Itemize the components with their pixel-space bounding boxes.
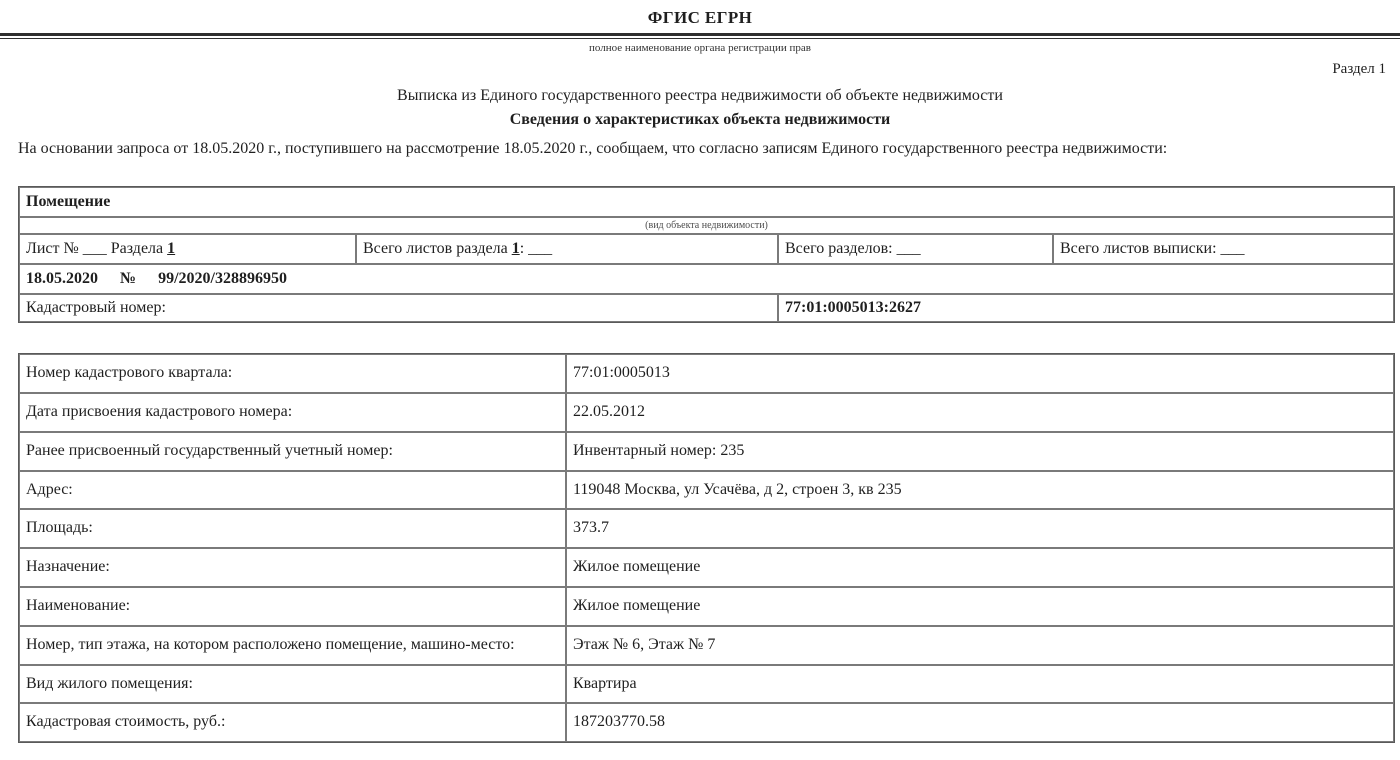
table-row — [19, 626, 1394, 665]
row-label: Вид жилого помещения: — [19, 665, 566, 704]
table-row — [19, 264, 1394, 294]
total-extract-sheets-cell: Всего листов выписки: ___ — [1053, 234, 1394, 264]
table-row — [19, 548, 1394, 587]
table-row — [19, 587, 1394, 626]
table-row — [19, 665, 1394, 704]
row-value: 119048 Москва, ул Усачёва, д 2, строен 3, кв 235 — [566, 471, 1394, 510]
section-label: Раздел 1 — [1332, 61, 1386, 77]
total-sheets-suffix: : ___ — [519, 240, 553, 258]
table-row — [19, 217, 1394, 234]
total-sheets-label: Всего листов раздела — [363, 240, 508, 258]
total-sections-cell: Всего разделов: ___ — [778, 234, 1053, 264]
object-header-table — [18, 186, 1395, 323]
row-label: Наименование: — [19, 587, 566, 626]
row-label: Номер, тип этажа, на котором расположено помещение, машино-место: — [19, 626, 566, 665]
request-number: 99/2020/328896950 — [158, 270, 287, 288]
number-sign: № — [120, 270, 137, 288]
total-sheets-cell — [356, 234, 778, 264]
table-row — [19, 294, 1394, 322]
sheet-label: Лист № ___ Раздела — [26, 240, 164, 258]
table-row — [19, 393, 1394, 432]
sheet-number-cell — [19, 234, 356, 264]
table-row — [19, 509, 1394, 548]
total-sheets-number: 1 — [511, 240, 520, 258]
row-value: Жилое помещение — [566, 548, 1394, 587]
row-value: Жилое помещение — [566, 587, 1394, 626]
cadastral-number-value: 77:01:0005013:2627 — [778, 294, 1394, 322]
row-label: Номер кадастрового квартала: — [19, 354, 566, 393]
table-row — [19, 471, 1394, 510]
object-type: Помещение — [19, 187, 1394, 217]
table-row — [19, 703, 1394, 742]
table-row — [19, 432, 1394, 471]
row-label: Назначение: — [19, 548, 566, 587]
header-double-rule — [0, 33, 1400, 39]
table-row — [19, 354, 1394, 393]
request-date: 18.05.2020 — [26, 270, 98, 288]
table-row — [19, 234, 1394, 264]
row-label: Дата присвоения кадастрового номера: — [19, 393, 566, 432]
row-value: Этаж № 6, Этаж № 7 — [566, 626, 1394, 665]
row-value: 77:01:0005013 — [566, 354, 1394, 393]
org-name: ФГИС ЕГРН — [647, 8, 753, 27]
characteristics-table — [18, 353, 1395, 743]
org-name-caption: полное наименование органа регистрации прав — [589, 42, 811, 54]
row-value: 187203770.58 — [566, 703, 1394, 742]
row-label: Ранее присвоенный государственный учетный номер: — [19, 432, 566, 471]
document-title: Выписка из Единого государственного реестра недвижимости об объекте недвижимости — [397, 87, 1003, 104]
row-value: Квартира — [566, 665, 1394, 704]
row-label: Кадастровая стоимость, руб.: — [19, 703, 566, 742]
object-type-caption: (вид объекта недвижимости) — [19, 217, 1394, 234]
document-subtitle: Сведения о характеристиках объекта недвижимости — [509, 111, 891, 128]
cadastral-number-label: Кадастровый номер: — [19, 294, 778, 322]
table-row — [19, 187, 1394, 217]
row-value: Инвентарный номер: 235 — [566, 432, 1394, 471]
intro-paragraph: На основании запроса от 18.05.2020 г., поступившего на рассмотрение 18.05.2020 г., сообщаем, что согласно записям Единого государственного реестра недвижимости: — [18, 140, 1168, 157]
request-date-number-cell — [19, 264, 1394, 294]
sheet-section-number: 1 — [167, 240, 176, 258]
row-value: 373.7 — [566, 509, 1394, 548]
row-label: Площадь: — [19, 509, 566, 548]
row-value: 22.05.2012 — [566, 393, 1394, 432]
row-label: Адрес: — [19, 471, 566, 510]
